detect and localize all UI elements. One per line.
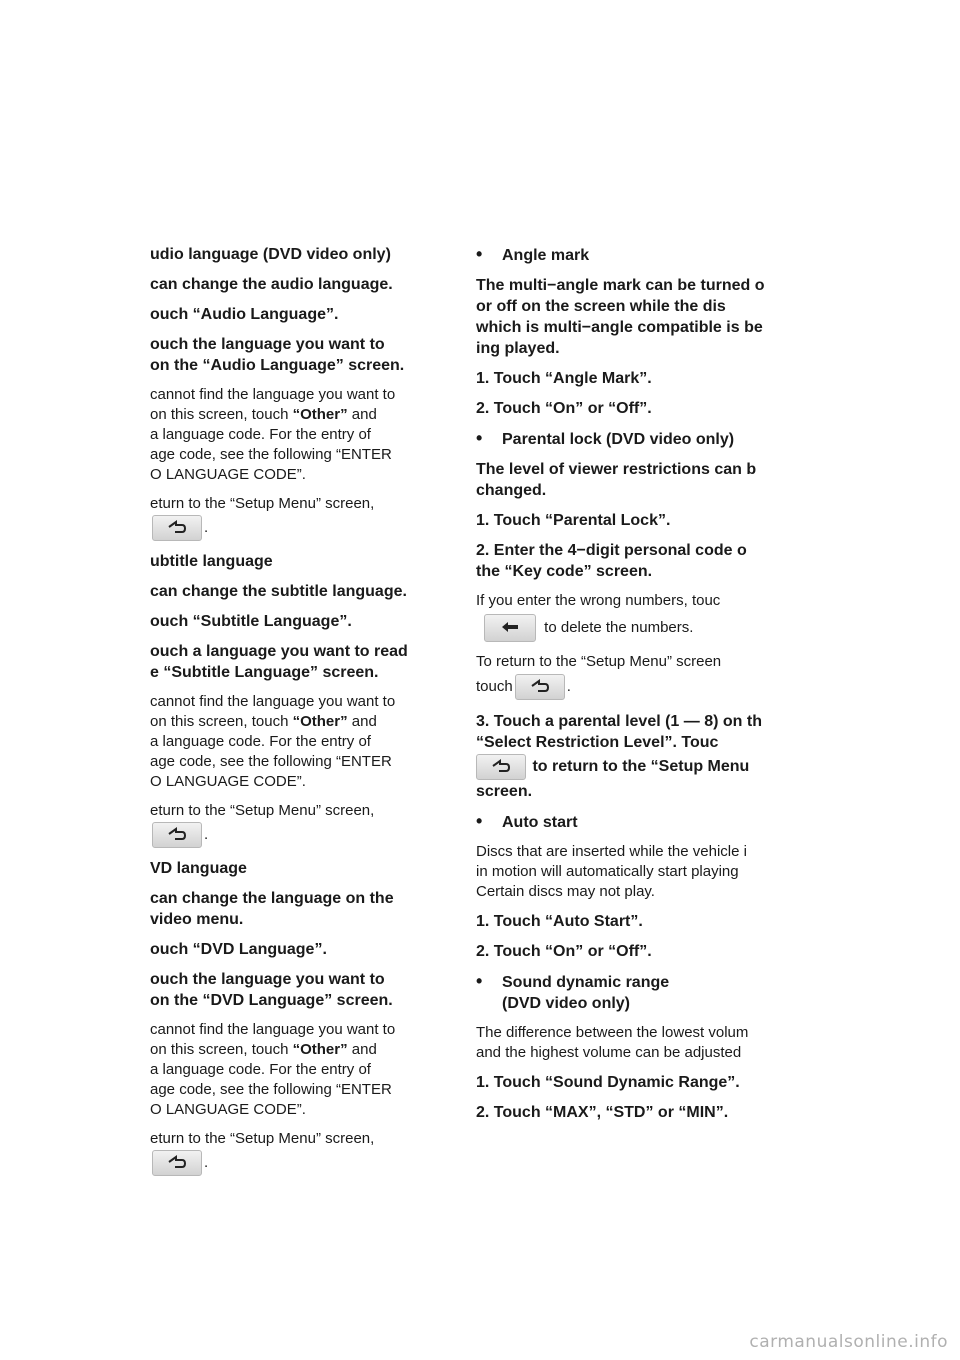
dvd-note-line1: cannot find the language you want to — [150, 1021, 396, 1038]
audio-note-line4: age code, see the following “ENTER — [150, 446, 392, 463]
parental-step-2-line1: 2. Enter the 4−digit personal code o — [476, 542, 747, 559]
bullet-icon: • — [476, 428, 483, 448]
bullet-icon: • — [476, 971, 483, 991]
dvd-return-line2: . — [150, 1149, 456, 1177]
dvd-return-line1: eturn to the “Setup Menu” screen, — [150, 1130, 375, 1147]
subtitle-step-2-line2: e “Subtitle Language” screen. — [150, 664, 379, 681]
audio-return-line1: eturn to the “Setup Menu” screen, — [150, 495, 375, 512]
subtitle-return-line1: eturn to the “Setup Menu” screen, — [150, 802, 375, 819]
watermark: carmanualsonline.info — [749, 1332, 948, 1352]
dvd-intro-line1: can change the language on the — [150, 890, 394, 907]
audio-return-line2: . — [150, 514, 456, 542]
section-heading-auto-start: • Auto start — [476, 811, 578, 831]
back-button-icon — [476, 754, 526, 780]
section-heading-angle-mark: • Angle mark — [476, 244, 590, 264]
bullet-icon: • — [476, 244, 483, 264]
section-heading-sound-dynamic-range: • Sound dynamic range — [476, 971, 670, 991]
back-button-icon — [515, 674, 565, 700]
parental-return-line2: touch . — [476, 672, 776, 702]
parental-step-3-line1: 3. Touch a parental level (1 — 8) on th — [476, 713, 762, 730]
subtitle-return-line2: . — [150, 821, 456, 849]
dvd-note-line5: O LANGUAGE CODE”. — [150, 1101, 306, 1118]
dvd-note-line2: on this screen, touch “Other” and — [150, 1041, 377, 1058]
audio-intro: can change the audio language. — [150, 276, 393, 293]
back-button-icon — [152, 515, 202, 541]
sound-step-2: 2. Touch “MAX”, “STD” or “MIN”. — [476, 1104, 729, 1121]
audio-note-line3: a language code. For the entry of — [150, 426, 371, 443]
section-heading-parental-lock: • Parental lock (DVD video only) — [476, 428, 735, 448]
parental-intro-line2: changed. — [476, 482, 547, 499]
dvd-step-1: ouch “DVD Language”. — [150, 941, 327, 958]
parental-intro-line1: The level of viewer restrictions can b — [476, 461, 757, 478]
subtitle-intro: can change the subtitle language. — [150, 583, 407, 600]
bullet-icon: • — [476, 811, 483, 831]
dvd-note-line4: age code, see the following “ENTER — [150, 1081, 392, 1098]
back-button-icon — [152, 1150, 202, 1176]
dvd-step-2-line2: on the “DVD Language” screen. — [150, 992, 393, 1009]
right-column — [476, 244, 776, 1132]
other-keyword: “Other” — [292, 406, 348, 423]
dvd-step-2-line1: ouch the language you want to — [150, 971, 385, 988]
parental-return-line1: To return to the “Setup Menu” screen — [476, 653, 722, 670]
subtitle-note-line3: a language code. For the entry of — [150, 733, 371, 750]
other-keyword: “Other” — [292, 1041, 348, 1058]
subtitle-step-1: ouch “Subtitle Language”. — [150, 613, 352, 630]
sound-body-line2: and the highest volume can be adjusted — [476, 1044, 742, 1061]
dvd-intro-line2: video menu. — [150, 911, 244, 928]
other-keyword: “Other” — [292, 713, 348, 730]
angle-step-1: 1. Touch “Angle Mark”. — [476, 370, 652, 387]
audio-step-2-line2: on the “Audio Language” screen. — [150, 357, 405, 374]
audio-step-2-line1: ouch the language you want to — [150, 336, 385, 353]
audio-step-1: ouch “Audio Language”. — [150, 306, 339, 323]
angle-intro-line4: ing played. — [476, 340, 560, 357]
audio-note-line2: on this screen, touch “Other” and — [150, 406, 377, 423]
subtitle-note-line5: O LANGUAGE CODE”. — [150, 773, 306, 790]
autostart-step-2: 2. Touch “On” or “Off”. — [476, 943, 652, 960]
angle-intro-line1: The multi−angle mark can be turned o — [476, 277, 765, 294]
parental-step-3-line2: “Select Restriction Level”. Touc — [476, 734, 719, 751]
back-button-icon — [152, 822, 202, 848]
delete-button-icon — [484, 614, 536, 642]
audio-note-line1: cannot find the language you want to — [150, 386, 396, 403]
angle-intro-line3: which is multi−angle compatible is be — [476, 319, 763, 336]
parental-step-3-line4: screen. — [476, 783, 533, 800]
section-heading-audio-language: udio language (DVD video only) — [150, 246, 391, 263]
audio-note-line5: O LANGUAGE CODE”. — [150, 466, 306, 483]
angle-intro-line2: or off on the screen while the dis — [476, 298, 726, 315]
dvd-note-line3: a language code. For the entry of — [150, 1061, 371, 1078]
sound-body-line1: The difference between the lowest volum — [476, 1024, 749, 1041]
subtitle-note-line4: age code, see the following “ENTER — [150, 753, 392, 770]
parental-delete-line: to delete the numbers. — [476, 613, 776, 643]
parental-step-2-line2: the “Key code” screen. — [476, 563, 653, 580]
section-heading-dvd-language: VD language — [150, 860, 247, 877]
autostart-body-line3: Certain discs may not play. — [476, 883, 655, 900]
autostart-body-line2: in motion will automatically start playing — [476, 863, 739, 880]
angle-step-2: 2. Touch “On” or “Off”. — [476, 400, 652, 417]
parental-step-1: 1. Touch “Parental Lock”. — [476, 512, 671, 529]
autostart-body-line1: Discs that are inserted while the vehicle i — [476, 843, 747, 860]
sound-step-1: 1. Touch “Sound Dynamic Range”. — [476, 1074, 740, 1091]
section-heading-subtitle-language: ubtitle language — [150, 553, 273, 570]
sound-heading-line2: (DVD video only) — [502, 995, 631, 1012]
autostart-step-1: 1. Touch “Auto Start”. — [476, 913, 643, 930]
parental-wrong-numbers: If you enter the wrong numbers, touc — [476, 592, 721, 609]
subtitle-step-2-line1: ouch a language you want to read — [150, 643, 408, 660]
subtitle-note-line2: on this screen, touch “Other” and — [150, 713, 377, 730]
subtitle-note-line1: cannot find the language you want to — [150, 693, 396, 710]
left-column — [150, 244, 456, 1186]
parental-step-3-line3: to return to the “Setup Menu — [476, 753, 776, 781]
